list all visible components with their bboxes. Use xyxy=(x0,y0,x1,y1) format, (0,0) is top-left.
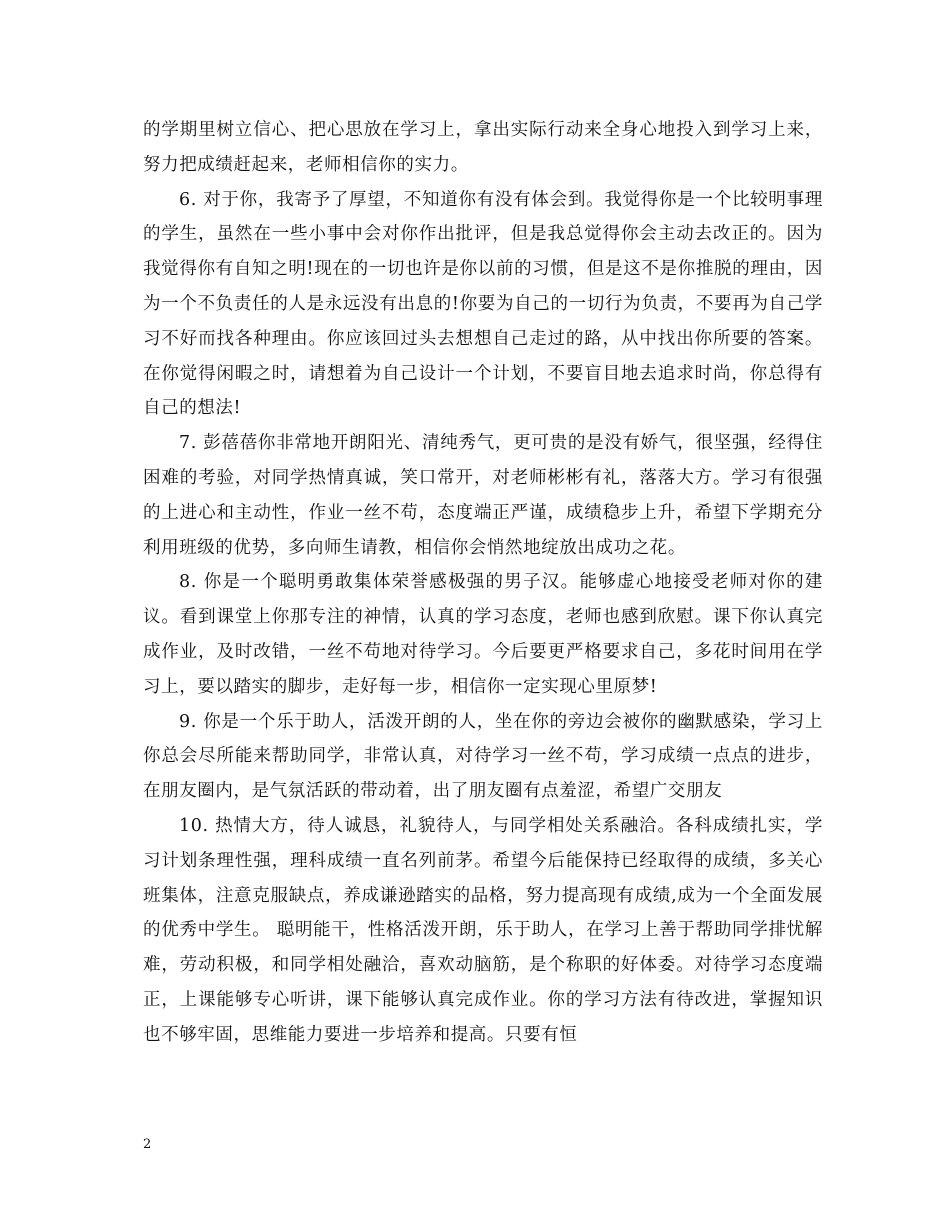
paragraph-comment-10: 10. 热情大方，待人诚恳，礼貌待人，与同学相处关系融洽。各科成绩扎实，学习计划条理性强，理科成绩一直名列前茅。希望今后能保持已经取得的成绩，多关心班集体，注意克服缺点，养成谦逊踏实的品格，努力提高现有成绩,成为一个全面发展的优秀中学生。 聪明能干，性格活泼开朗，乐于助人，在学习上善于帮助同学排忧解难，劳动积极，和同学相处融洽，喜欢动脑筋，是个称职的好体委。对待学习态度端正，上课能够专心听讲，课下能够认真完成作业。你的学习方法有待改进，掌握知识也不够牢固，思维能力要进一步培养和提高。只要有恒 xyxy=(143,815,823,1045)
body-text xyxy=(143,113,823,1053)
paragraph-comment-9: 9. 你是一个乐于助人，活泼开朗的人，坐在你的旁边会被你的幽默感染，学习上你总会尽所能来帮助同学，非常认真，对待学习一丝不苟，学习成绩一点点的进步，在朋友圈内，是气氛活跃的带动着，出了朋友圈有点羞涩，希望广交朋友 xyxy=(143,711,823,802)
paragraph-comment-8: 8. 你是一个聪明勇敢集体荣誉感极强的男子汉。能够虚心地接受老师对你的建议。看到课堂上你那专注的神情，认真的学习态度，老师也感到欣慰。课下你认真完成作业，及时改错，一丝不苟地对待学习。今后要更严格要求自己，多花时间用在学习上，要以踏实的脚步，走好每一步，相信你一定实现心里原梦! xyxy=(143,572,823,697)
paragraph-comment-7: 7. 彭蓓蓓你非常地开朗阳光、清纯秀气，更可贵的是没有娇气，很坚强，经得住困难的考验，对同学热情真诚，笑口常开，对老师彬彬有礼，落落大方。学习有很强的上进心和主动性，作业一丝不苟，态度端正严谨，成绩稳步上升，希望下学期充分利用班级的优势，多向师生请教，相信你会悄然地绽放出成功之花。 xyxy=(143,433,823,558)
paragraph-comment-6: 6. 对于你，我寄予了厚望，不知道你有没有体会到。我觉得你是一个比较明事理的学生，虽然在一些小事中会对你作出批评，但是我总觉得你会主动去改正的。因为我觉得你有自知之明!现在的一切也许是你以前的习惯，但是这不是你推脱的理由，因为一个不负责任的人是永远没有出息的!你要为自己的一切行为负责，不要再为自己学习不好而找各种理由。你应该回过头去想想自己走过的路，从中找出你所要的答案。在你觉得闲暇之时，请想着为自己设计一个计划，不要盲目地去追求时尚，你总得有自己的想法! xyxy=(143,189,823,419)
paragraph-continuation: 的学期里树立信心、把心思放在学习上，拿出实际行动来全身心地投入到学习上来，努力把成绩赶起来，老师相信你的实力。 xyxy=(143,120,823,175)
page-number: 2 xyxy=(143,1137,152,1152)
